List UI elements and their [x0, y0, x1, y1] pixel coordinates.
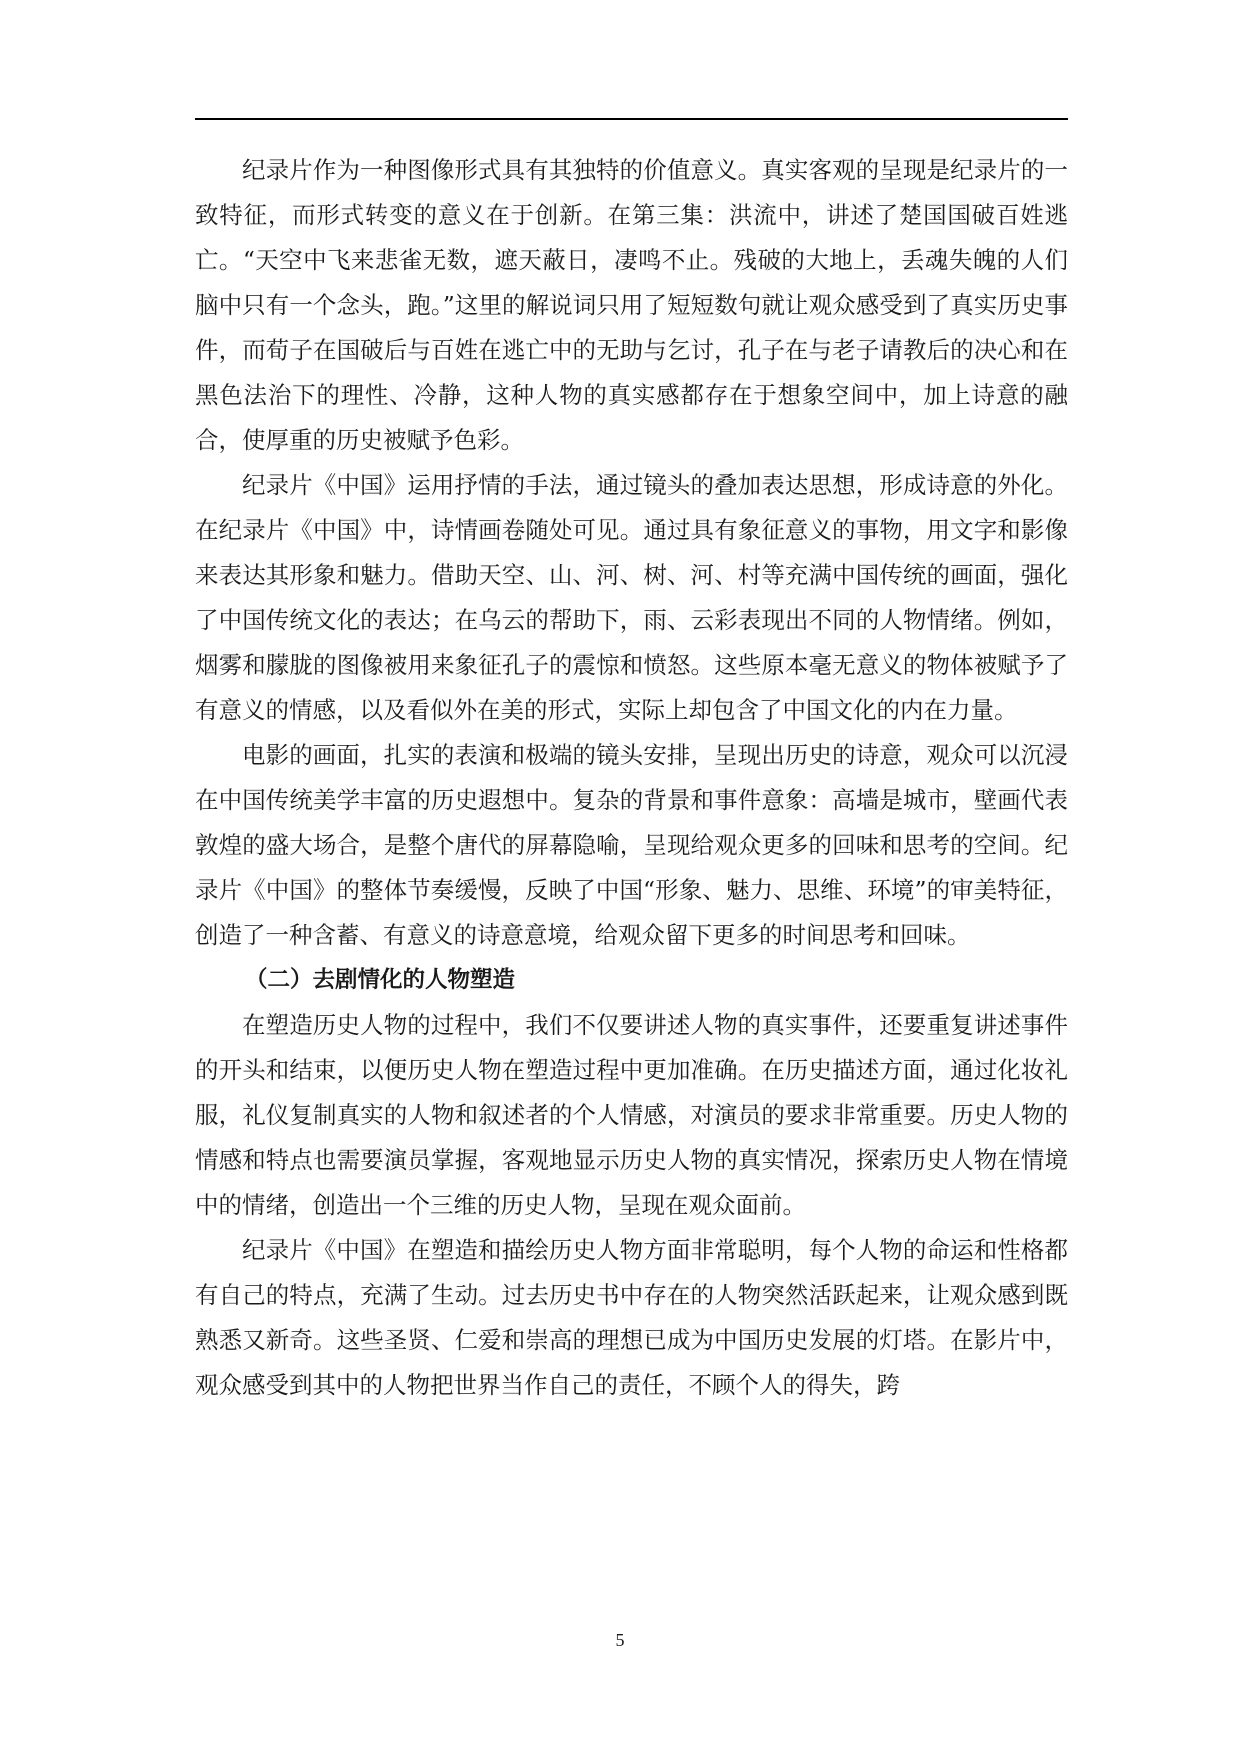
paragraph-1: 纪录片作为一种图像形式具有其独特的价值意义。真实客观的呈现是纪录片的一致特征，而形式转变的意义在于创新。在第三集：洪流中，讲述了楚国国破百姓逃亡。“天空中飞来悲雀无数，遮天蔽日，凄鸣不止。残破的大地上，丢魂失魄的人们脑中只有一个念头，跑。”这里的解说词只用了短短数句就让观众感受到了真实历史事件，而荀子在国破后与百姓在逃亡中的无助与乞讨，孔子在与老子请教后的决心和在黑色法治下的理性、冷静，这种人物的真实感都存在于想象空间中，加上诗意的融合，使厚重的历史被赋予色彩。	[195, 156, 1068, 454]
header-rule	[195, 118, 1068, 120]
body-text	[195, 148, 1068, 1408]
paragraph-3: 电影的画面，扎实的表演和极端的镜头安排，呈现出历史的诗意，观众可以沉浸在中国传统美学丰富的历史遐想中。复杂的背景和事件意象：高墙是城市，壁画代表敦煌的盛大场合，是整个唐代的屏幕隐喻，呈现给观众更多的回味和思考的空间。纪录片《中国》的整体节奏缓慢，反映了中国“形象、魅力、思维、环境”的审美特征，创造了一种含蓄、有意义的诗意意境，给观众留下更多的时间思考和回味。	[195, 741, 1068, 949]
section-heading: （二）去剧情化的人物塑造	[245, 967, 516, 993]
paragraph-4: 在塑造历史人物的过程中，我们不仅要讲述人物的真实事件，还要重复讲述事件的开头和结束，以便历史人物在塑造过程中更加准确。在历史描述方面，通过化妆礼服，礼仪复制真实的人物和叙述者的个人情感，对演员的要求非常重要。历史人物的情感和特点也需要演员掌握，客观地显示历史人物的真实情况，探索历史人物在情境中的情绪，创造出一个三维的历史人物，呈现在观众面前。	[195, 1011, 1068, 1219]
page-number: 5	[615, 1630, 625, 1650]
paragraph-2: 纪录片《中国》运用抒情的手法，通过镜头的叠加表达思想，形成诗意的外化。在纪录片《中国》中，诗情画卷随处可见。通过具有象征意义的事物，用文字和影像来表达其形象和魅力。借助天空、山、河、树、河、村等充满中国传统的画面，强化了中国传统文化的表达；在乌云的帮助下，雨、云彩表现出不同的人物情绪。例如，烟雾和朦胧的图像被用来象征孔子的震惊和愤怒。这些原本毫无意义的物体被赋予了有意义的情感，以及看似外在美的形式，实际上却包含了中国文化的内在力量。	[195, 471, 1068, 724]
paragraph-5: 纪录片《中国》在塑造和描绘历史人物方面非常聪明，每个人物的命运和性格都有自己的特点，充满了生动。过去历史书中存在的人物突然活跃起来，让观众感到既熟悉又新奇。这些圣贤、仁爱和崇高的理想已成为中国历史发展的灯塔。在影片中，观众感受到其中的人物把世界当作自己的责任，不顾个人的得失，跨	[195, 1236, 1068, 1399]
